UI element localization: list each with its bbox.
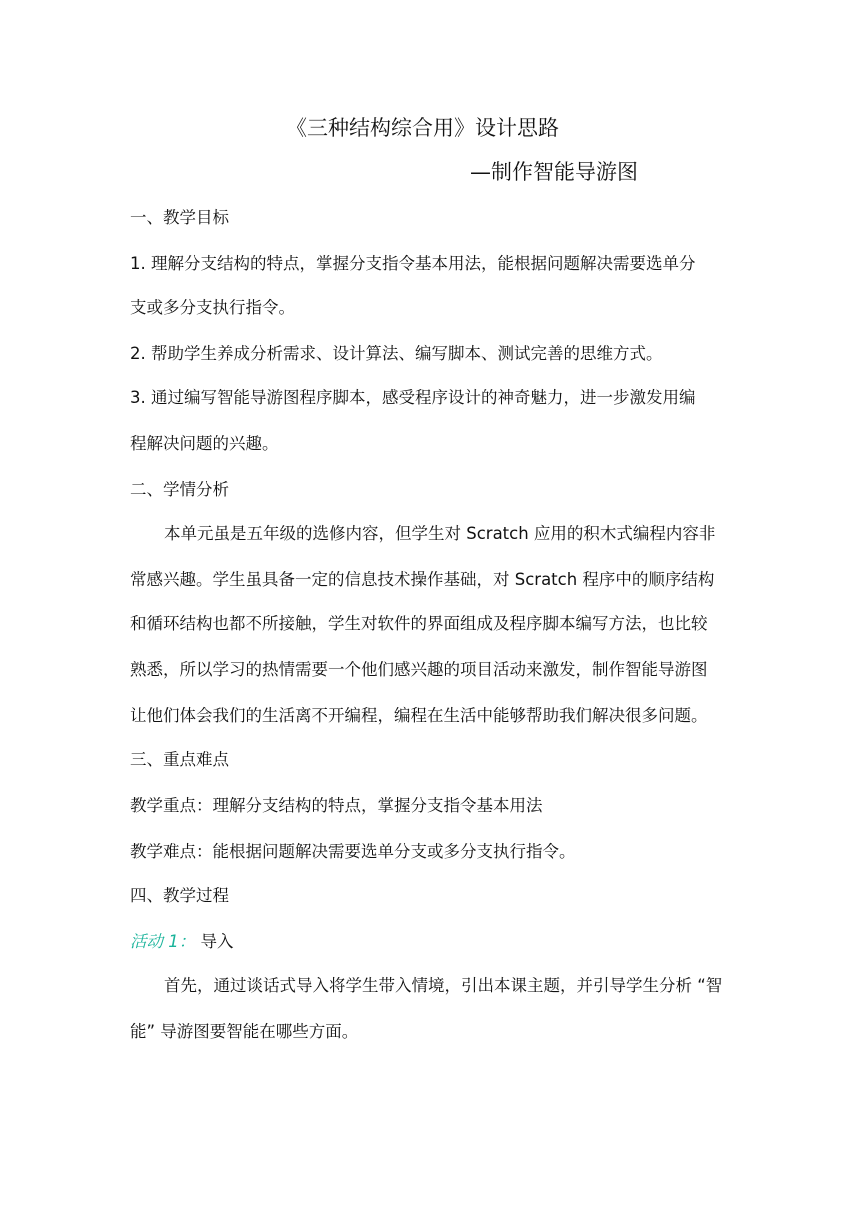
section-heading-key-points: 三、重点难点 <box>130 750 229 769</box>
difficulty-point-text: 教学难点：能根据问题解决需要选单分支或多分支执行指令。 <box>130 842 576 861</box>
goal-item-3-line-2: 程解决问题的兴趣。 <box>130 434 279 453</box>
document-subtitle: —制作智能导游图 <box>470 160 638 184</box>
activity-1-heading <box>130 930 730 954</box>
goal-item-1-line-1: 1. 理解分支结构的特点，掌握分支指令基本用法，能根据问题解决需要选单分 <box>130 254 696 273</box>
document-title: 《三种结构综合用》设计思路 <box>286 116 559 140</box>
goal-item-2: 2. 帮助学生养成分析需求、设计算法、编写脚本、测试完善的思维方式。 <box>130 344 663 363</box>
analysis-paragraph-line: 让他们体会我们的生活离不开编程，编程在生活中能够帮助我们解决很多问题。 <box>130 706 708 725</box>
analysis-paragraph-line: 熟悉，所以学习的热情需要一个他们感兴趣的项目活动来激发，制作智能导游图 <box>130 660 708 679</box>
key-point-text: 教学重点：理解分支结构的特点，掌握分支指令基本用法 <box>130 796 543 815</box>
analysis-paragraph-line: 常感兴趣。学生虽具备一定的信息技术操作基础，对 Scratch 程序中的顺序结构 <box>130 570 715 589</box>
activity-1-paragraph-line: 首先，通过谈话式导入将学生带入情境，引出本课主题，并引导学生分析 “智 <box>164 976 723 995</box>
section-heading-process: 四、教学过程 <box>130 886 229 905</box>
analysis-paragraph-line: 和循环结构也都不所接触，学生对软件的界面组成及程序脚本编写方法，也比较 <box>130 614 708 633</box>
analysis-paragraph-line: 本单元虽是五年级的选修内容，但学生对 Scratch 应用的积木式编程内容非 <box>164 524 716 543</box>
goal-item-3-line-1: 3. 通过编写智能导游图程序脚本，感受程序设计的神奇魅力，进一步激发用编 <box>130 388 696 407</box>
activity-1-label: 活动 1： <box>130 932 196 951</box>
goal-item-1-line-2: 支或多分支执行指令。 <box>130 298 295 317</box>
section-heading-analysis: 二、学情分析 <box>130 480 229 499</box>
section-heading-goals: 一、教学目标 <box>130 208 229 227</box>
activity-1-paragraph-line: 能” 导游图要智能在哪些方面。 <box>130 1022 359 1041</box>
activity-1-title: 导入 <box>200 932 234 951</box>
